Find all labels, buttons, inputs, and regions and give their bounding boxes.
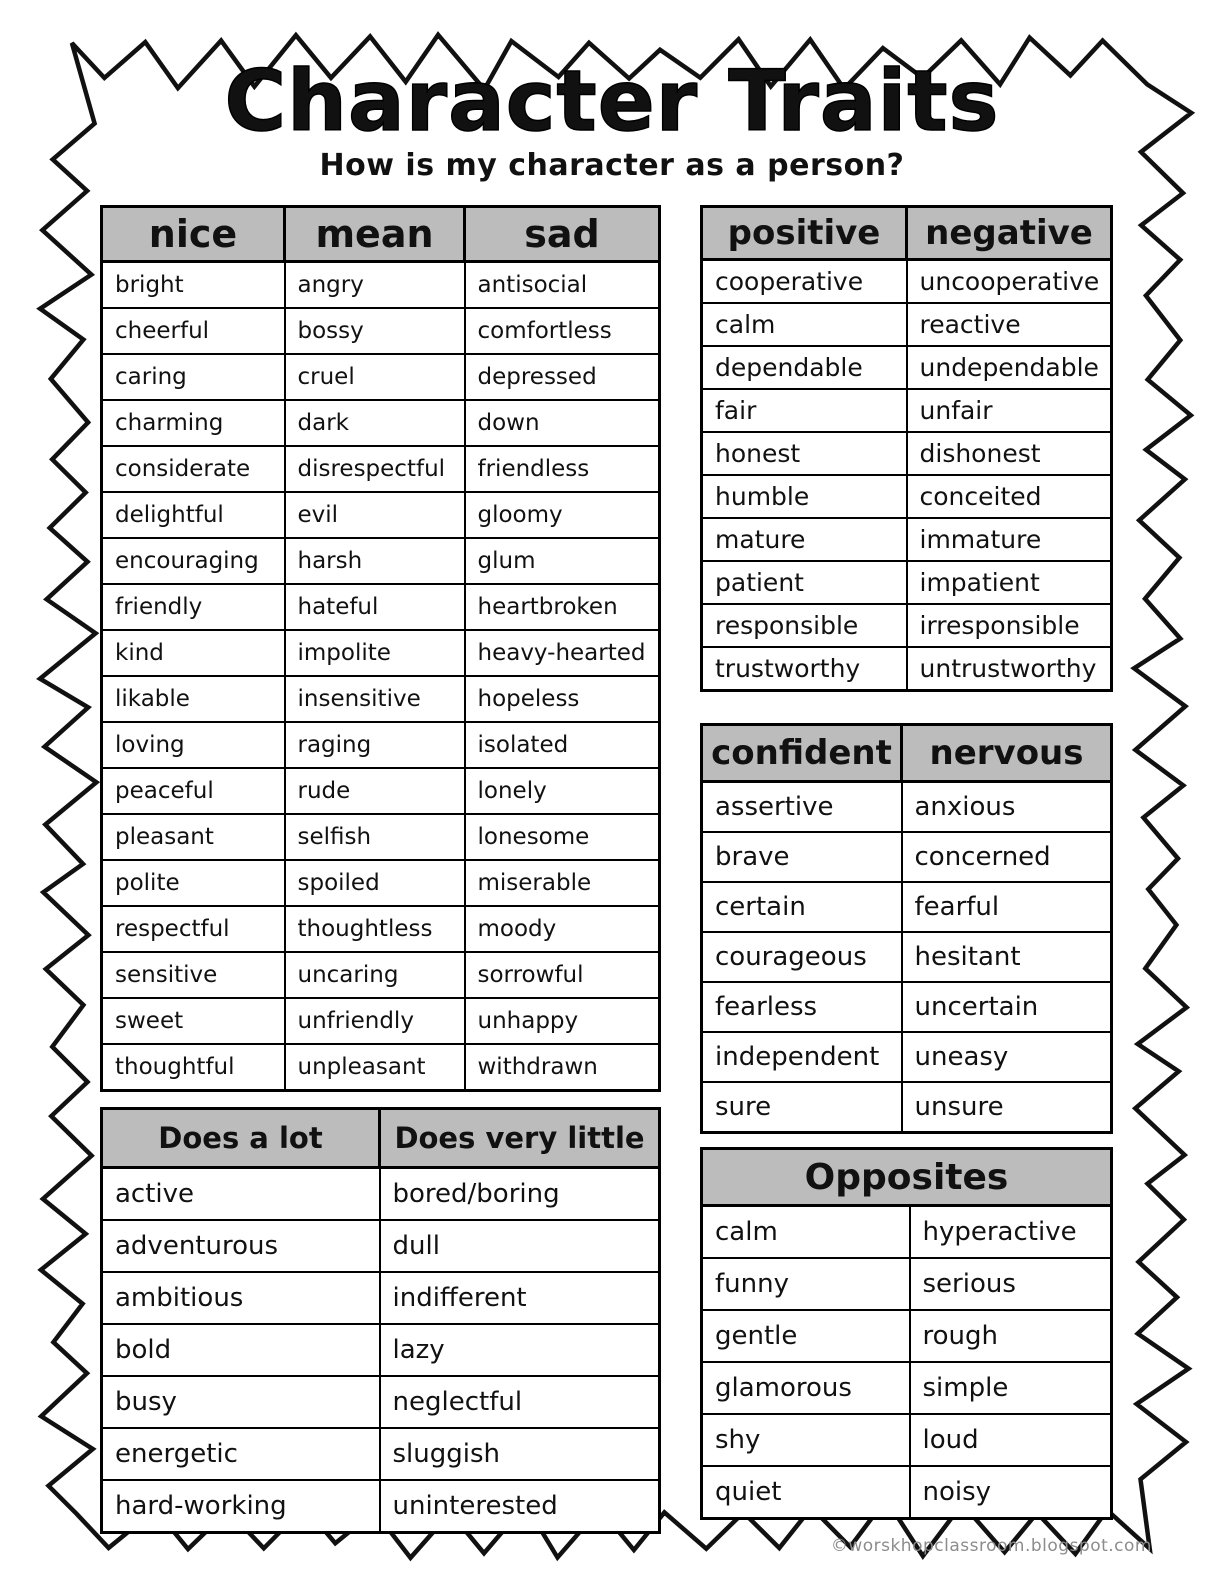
trait-cell: immature (907, 518, 1112, 561)
trait-cell: active (102, 1168, 380, 1221)
table-row (102, 998, 660, 1044)
table-row (102, 952, 660, 998)
table-row (702, 518, 1112, 561)
table-row (702, 1362, 1112, 1414)
trait-cell: trustworthy (702, 647, 907, 691)
trait-cell: funny (702, 1258, 910, 1310)
does-a-lot-table (100, 1107, 661, 1534)
header-row (702, 1149, 1112, 1206)
table-row (102, 1324, 660, 1376)
trait-cell: thoughtless (285, 906, 465, 952)
table-row (102, 446, 660, 492)
trait-cell: hard-working (102, 1480, 380, 1533)
trait-cell: assertive (702, 782, 902, 833)
table-row (102, 538, 660, 584)
trait-cell: depressed (465, 354, 660, 400)
trait-cell: encouraging (102, 538, 285, 584)
trait-cell: sure (702, 1082, 902, 1133)
trait-cell: disrespectful (285, 446, 465, 492)
trait-cell: pleasant (102, 814, 285, 860)
trait-cell: comfortless (465, 308, 660, 354)
trait-cell: sensitive (102, 952, 285, 998)
trait-cell: adventurous (102, 1220, 380, 1272)
trait-cell: sluggish (380, 1428, 660, 1480)
table-row (702, 475, 1112, 518)
table-row (102, 1376, 660, 1428)
table-row (702, 1414, 1112, 1466)
table-row (102, 676, 660, 722)
trait-cell: likable (102, 676, 285, 722)
trait-cell: dishonest (907, 432, 1112, 475)
trait-cell: ambitious (102, 1272, 380, 1324)
trait-cell: certain (702, 882, 902, 932)
table-row (702, 832, 1112, 882)
column-header-confident: confident (702, 725, 902, 782)
trait-cell: bold (102, 1324, 380, 1376)
table-row (102, 1220, 660, 1272)
trait-cell: rude (285, 768, 465, 814)
trait-cell: sorrowful (465, 952, 660, 998)
table-row (102, 722, 660, 768)
trait-cell: irresponsible (907, 604, 1112, 647)
table-row (702, 1206, 1112, 1259)
table-row (102, 1168, 660, 1221)
table-row (702, 1310, 1112, 1362)
trait-cell: uncaring (285, 952, 465, 998)
table-row (702, 1032, 1112, 1082)
trait-cell: isolated (465, 722, 660, 768)
trait-cell: calm (702, 1206, 910, 1259)
header-row (102, 1109, 660, 1168)
header-row (702, 207, 1112, 260)
column-header-nervous: nervous (902, 725, 1112, 782)
trait-cell: dark (285, 400, 465, 446)
trait-cell: noisy (910, 1466, 1112, 1519)
column-header-mean: mean (285, 207, 465, 262)
trait-cell: gentle (702, 1310, 910, 1362)
trait-cell: harsh (285, 538, 465, 584)
table-row (102, 308, 660, 354)
trait-cell: reactive (907, 303, 1112, 346)
trait-cell: hyperactive (910, 1206, 1112, 1259)
trait-cell: responsible (702, 604, 907, 647)
column-header-nice: nice (102, 207, 285, 262)
trait-cell: selfish (285, 814, 465, 860)
trait-cell: glamorous (702, 1362, 910, 1414)
trait-cell: lazy (380, 1324, 660, 1376)
trait-cell: quiet (702, 1466, 910, 1519)
trait-cell: evil (285, 492, 465, 538)
column-header-positive: positive (702, 207, 907, 260)
table-row (102, 1044, 660, 1091)
trait-cell: unpleasant (285, 1044, 465, 1091)
trait-cell: anxious (902, 782, 1112, 833)
trait-cell: unhappy (465, 998, 660, 1044)
trait-cell: dull (380, 1220, 660, 1272)
trait-cell: caring (102, 354, 285, 400)
trait-cell: impolite (285, 630, 465, 676)
trait-cell: impatient (907, 561, 1112, 604)
trait-cell: untrustworthy (907, 647, 1112, 691)
confident-nervous-table (700, 723, 1113, 1134)
trait-cell: undependable (907, 346, 1112, 389)
trait-cell: bored/boring (380, 1168, 660, 1221)
table-row (102, 584, 660, 630)
trait-cell: cheerful (102, 308, 285, 354)
table-row (702, 782, 1112, 833)
trait-cell: fair (702, 389, 907, 432)
trait-cell: uninterested (380, 1480, 660, 1533)
table-row (702, 982, 1112, 1032)
table-row (102, 814, 660, 860)
trait-cell: shy (702, 1414, 910, 1466)
trait-cell: sweet (102, 998, 285, 1044)
trait-cell: patient (702, 561, 907, 604)
table-row (702, 432, 1112, 475)
trait-cell: glum (465, 538, 660, 584)
nice-mean-sad-table (100, 205, 661, 1092)
trait-cell: antisocial (465, 262, 660, 309)
table-row (702, 1258, 1112, 1310)
trait-cell: miserable (465, 860, 660, 906)
trait-cell: angry (285, 262, 465, 309)
table-row (102, 768, 660, 814)
trait-cell: unsure (902, 1082, 1112, 1133)
trait-cell: thoughtful (102, 1044, 285, 1091)
trait-cell: mature (702, 518, 907, 561)
table-row (702, 647, 1112, 691)
trait-cell: busy (102, 1376, 380, 1428)
trait-cell: brave (702, 832, 902, 882)
trait-cell: fearless (702, 982, 902, 1032)
trait-cell: cruel (285, 354, 465, 400)
trait-cell: polite (102, 860, 285, 906)
trait-cell: loving (102, 722, 285, 768)
trait-cell: spoiled (285, 860, 465, 906)
trait-cell: dependable (702, 346, 907, 389)
trait-cell: neglectful (380, 1376, 660, 1428)
trait-cell: unfair (907, 389, 1112, 432)
trait-cell: respectful (102, 906, 285, 952)
column-header-negative: negative (907, 207, 1112, 260)
trait-cell: bossy (285, 308, 465, 354)
trait-cell: cooperative (702, 260, 907, 304)
trait-cell: insensitive (285, 676, 465, 722)
trait-cell: courageous (702, 932, 902, 982)
trait-cell: uncooperative (907, 260, 1112, 304)
header-row (102, 207, 660, 262)
trait-cell: unfriendly (285, 998, 465, 1044)
column-header-does-very-little: Does very little (380, 1109, 660, 1168)
trait-cell: hesitant (902, 932, 1112, 982)
trait-cell: honest (702, 432, 907, 475)
trait-cell: hateful (285, 584, 465, 630)
table-row (702, 882, 1112, 932)
opposites-table (700, 1147, 1113, 1520)
table-row (102, 492, 660, 538)
trait-cell: rough (910, 1310, 1112, 1362)
trait-cell: uncertain (902, 982, 1112, 1032)
trait-cell: kind (102, 630, 285, 676)
table-row (102, 400, 660, 446)
trait-cell: delightful (102, 492, 285, 538)
trait-cell: loud (910, 1414, 1112, 1466)
table-row (702, 604, 1112, 647)
table-row (702, 389, 1112, 432)
table-row (102, 1428, 660, 1480)
table-row (102, 354, 660, 400)
table-row (702, 932, 1112, 982)
table-row (102, 1480, 660, 1533)
table-row (702, 346, 1112, 389)
trait-cell: conceited (907, 475, 1112, 518)
trait-cell: raging (285, 722, 465, 768)
trait-cell: down (465, 400, 660, 446)
positive-negative-table (700, 205, 1113, 692)
trait-cell: independent (702, 1032, 902, 1082)
table-row (702, 303, 1112, 346)
table-row (102, 1272, 660, 1324)
table-row (102, 262, 660, 309)
trait-cell: friendly (102, 584, 285, 630)
table-row (102, 630, 660, 676)
trait-cell: heavy-hearted (465, 630, 660, 676)
table-row (102, 906, 660, 952)
trait-cell: heartbroken (465, 584, 660, 630)
watermark: ©worskhopclassroom.blogspot.com (830, 1536, 1152, 1556)
trait-cell: calm (702, 303, 907, 346)
trait-cell: indifferent (380, 1272, 660, 1324)
table-row (702, 1082, 1112, 1133)
column-header-sad: sad (465, 207, 660, 262)
trait-cell: friendless (465, 446, 660, 492)
page-subtitle: How is my character as a person? (319, 148, 905, 183)
trait-cell: charming (102, 400, 285, 446)
trait-cell: serious (910, 1258, 1112, 1310)
table-row (702, 260, 1112, 304)
trait-cell: lonesome (465, 814, 660, 860)
trait-cell: hopeless (465, 676, 660, 722)
trait-cell: concerned (902, 832, 1112, 882)
table-row (702, 561, 1112, 604)
trait-cell: gloomy (465, 492, 660, 538)
trait-cell: humble (702, 475, 907, 518)
trait-cell: uneasy (902, 1032, 1112, 1082)
trait-cell: energetic (102, 1428, 380, 1480)
table-row (702, 1466, 1112, 1519)
trait-cell: fearful (902, 882, 1112, 932)
header-row (702, 725, 1112, 782)
page-title: Character Traits (224, 52, 1000, 150)
column-header-does-a-lot: Does a lot (102, 1109, 380, 1168)
trait-cell: simple (910, 1362, 1112, 1414)
column-header-opposites: Opposites (702, 1149, 1112, 1206)
trait-cell: peaceful (102, 768, 285, 814)
trait-cell: lonely (465, 768, 660, 814)
trait-cell: bright (102, 262, 285, 309)
trait-cell: moody (465, 906, 660, 952)
trait-cell: withdrawn (465, 1044, 660, 1091)
table-row (102, 860, 660, 906)
trait-cell: considerate (102, 446, 285, 492)
